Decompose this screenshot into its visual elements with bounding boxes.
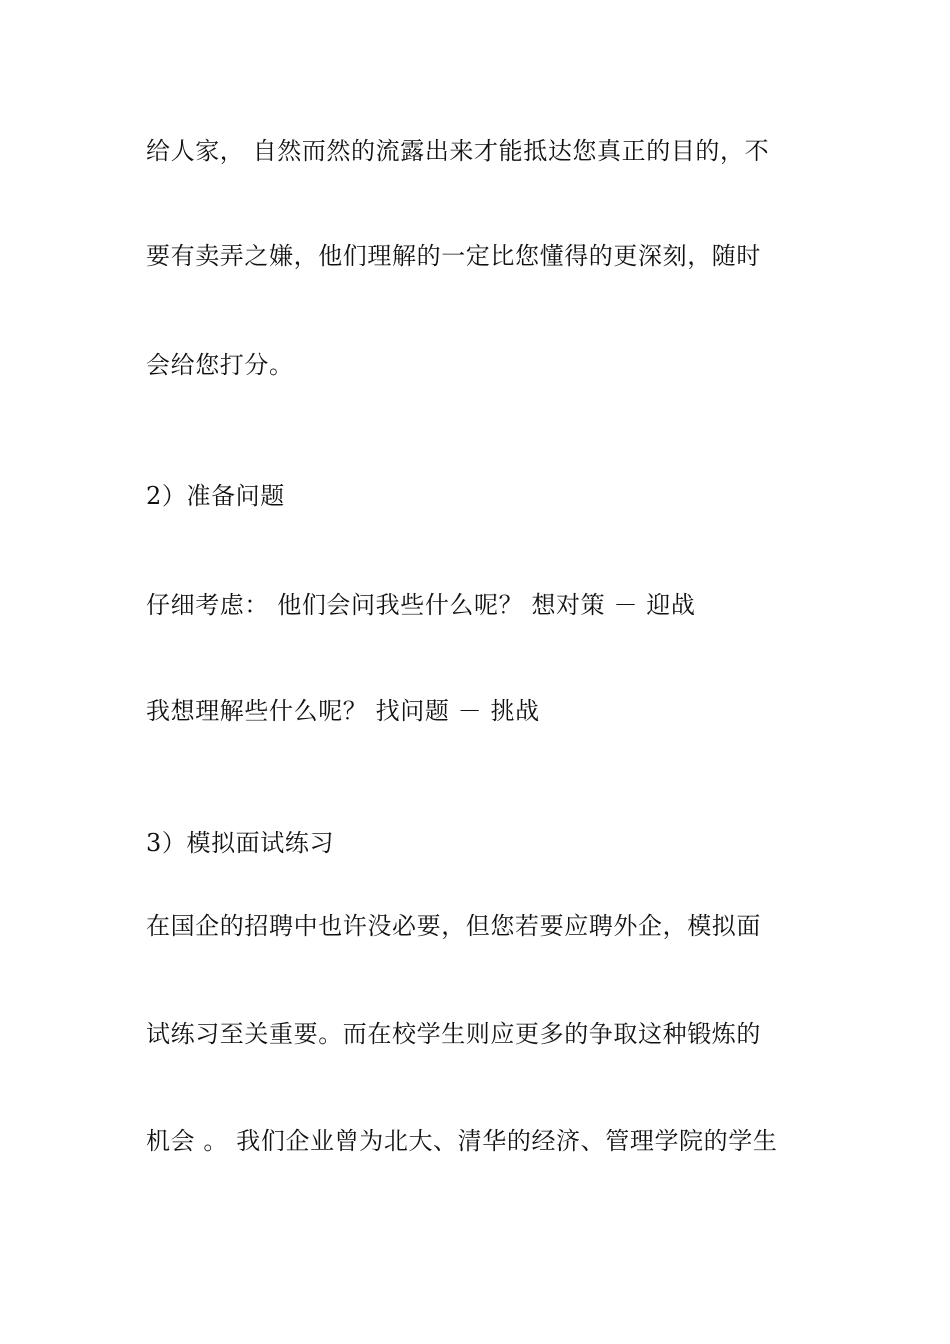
- paragraph-line: 试练习至关重要。而在校学生则应更多的争取这种锻炼的: [146, 1020, 761, 1048]
- paragraph-line: 给人家， 自然而然的流露出来才能抵达您真正的目的，不: [146, 137, 770, 165]
- paragraph-line: 在国企的招聘中也许没必要，但您若要应聘外企，模拟面: [146, 912, 761, 940]
- paragraph-line: 仔细考虑： 他们会问我些什么呢？ 想对策 － 迎战: [146, 591, 696, 619]
- paragraph-line: 我想理解些什么呢？ 找问题 － 挑战: [146, 697, 540, 725]
- paragraph-line: 会给您打分。: [146, 351, 294, 379]
- section-heading-mock-interview: 3）模拟面试练习: [146, 829, 335, 857]
- paragraph-line: 机会 。 我们企业曾为北大、清华的经济、管理学院的学生: [146, 1127, 778, 1155]
- paragraph-line: 要有卖弄之嫌，他们理解的一定比您懂得的更深刻，随时: [146, 242, 761, 270]
- section-heading-prepare-questions: 2）准备问题: [146, 482, 285, 510]
